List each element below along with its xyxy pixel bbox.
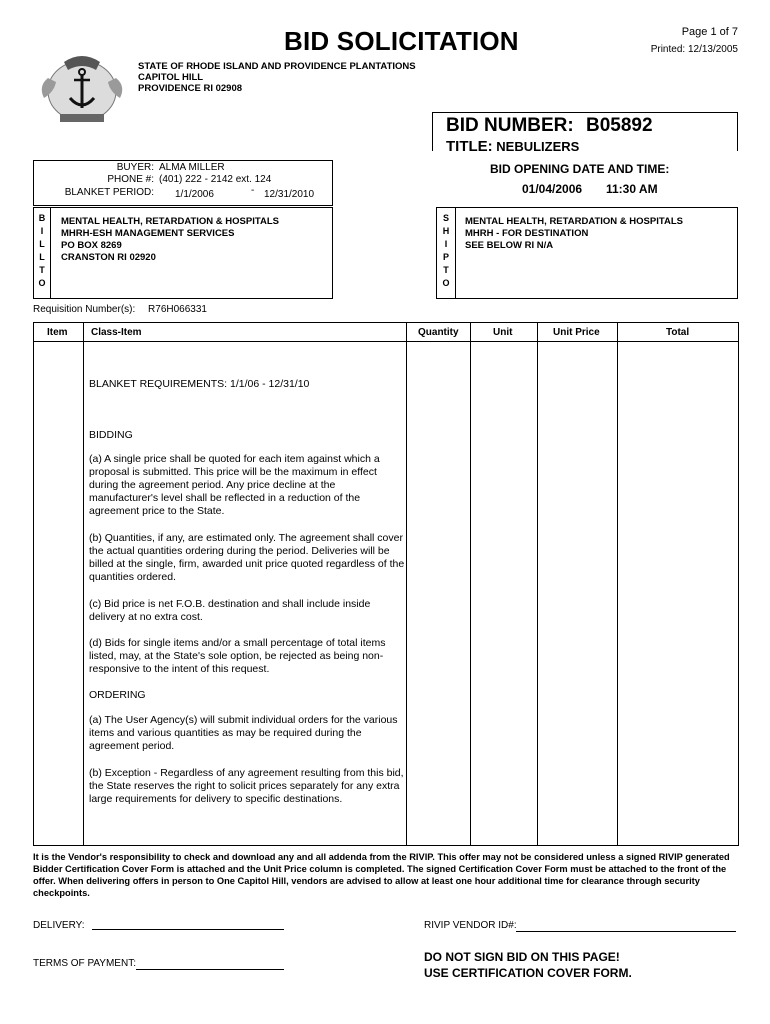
- header-quantity: Quantity: [418, 327, 459, 338]
- terms-of-payment-label: TERMS OF PAYMENT:: [33, 958, 136, 969]
- bid-opening-label: BID OPENING DATE AND TIME:: [490, 162, 670, 176]
- state-address-line-2: CAPITOL HILL: [138, 72, 204, 83]
- bidding-paragraph-c: (c) Bid price is net F.O.B. destination and shall include inside delivery at no extra cost.: [89, 598, 371, 623]
- bid-opening-time: 11:30 AM: [606, 182, 658, 196]
- bidding-paragraph-a: (a) A single price shall be quoted for each item against which a proposal is submitted. This price will be the maximum in effect during the agreement period. Any price decline at the manufacturer's level shall be reflected in a reduction of the agreement price to the State.: [89, 453, 380, 517]
- requisition-number: [33, 304, 207, 315]
- blanket-end: 12/31/2010: [264, 189, 315, 200]
- requisition-label: Requisition Number(s):: [33, 304, 136, 315]
- bid-title-value: NEBULIZERS: [496, 139, 580, 154]
- bid-opening-date: 01/04/2006: [522, 182, 583, 196]
- state-address-line-3: PROVIDENCE RI 02908: [138, 83, 243, 94]
- bid-title: [446, 138, 579, 155]
- blanket-start: 1/1/2006: [175, 189, 214, 200]
- column-divider: [470, 323, 471, 845]
- vendor-id-label: RIVIP VENDOR ID#:: [424, 920, 517, 931]
- document-title: BID SOLICITATION: [284, 26, 519, 56]
- vendor-id-field[interactable]: [516, 931, 736, 932]
- state-seal-icon: [34, 48, 130, 134]
- header-class-item: Class-Item: [91, 327, 142, 338]
- column-divider: [406, 323, 407, 845]
- bill-to-address: MENTAL HEALTH, RETARDATION & HOSPITALS MHRH-ESH MANAGEMENT SERVICES PO BOX 8269 CRANSTON RI 02920: [61, 216, 279, 263]
- bid-number-label: BID NUMBER:: [446, 115, 574, 136]
- header-total: Total: [666, 327, 690, 338]
- ordering-paragraph-a: (a) The User Agency(s) will submit individual orders for the various items and various quantities as may be required during the agreement period.: [89, 714, 398, 752]
- page-count: Page 1 of 7: [681, 26, 738, 38]
- state-address: [138, 61, 416, 94]
- ordering-heading: ORDERING: [89, 689, 146, 701]
- header-unit: Unit: [493, 327, 513, 338]
- printed-date: Printed: 12/13/2005: [650, 44, 738, 55]
- bill-to-side: [34, 208, 51, 298]
- bid-title-label: TITLE:: [446, 138, 493, 155]
- column-divider: [83, 323, 84, 845]
- phone-label: PHONE #:: [107, 174, 154, 185]
- header-item: Item: [47, 327, 68, 338]
- use-cover-form-note: USE CERTIFICATION COVER FORM.: [424, 966, 632, 980]
- terms-of-payment-field[interactable]: [136, 969, 284, 970]
- blanket-requirements-text: BLANKET REQUIREMENTS: 1/1/06 - 12/31/10: [89, 378, 310, 390]
- requisition-value: R76H066331: [148, 304, 207, 315]
- ship-to-box: [436, 207, 738, 299]
- blanket-dash: -: [251, 185, 255, 196]
- ship-to-address: MENTAL HEALTH, RETARDATION & HOSPITALS MHRH - FOR DESTINATION SEE BELOW RI N/A: [465, 216, 683, 251]
- column-divider: [537, 323, 538, 845]
- buyer-name: ALMA MILLER: [159, 162, 225, 173]
- bidding-heading: BIDDING: [89, 429, 133, 441]
- ship-to-side: [437, 208, 456, 298]
- ship-to-vertical-label: S H I P T O: [442, 213, 450, 288]
- buyer-label: BUYER:: [116, 162, 154, 173]
- bidding-paragraph-d: (d) Bids for single items and/or a small percentage of total items listed, may, at the State's sole option, be rejected as being non-responsive to the intent of this request.: [89, 637, 386, 675]
- ordering-paragraph-b: (b) Exception - Regardless of any agreement resulting from this bid, the State reserves the right to solicit prices separately for any extra large requirements for delivery to specific destinations.: [89, 767, 404, 805]
- bidding-paragraph-b: (b) Quantities, if any, are estimated only. The agreement shall cover the actual quantities ordering during the period. Deliveries will be billed at the single, firm, awarded unit price quoted regardless of the quantities ordered.: [89, 532, 405, 583]
- do-not-sign-warning: DO NOT SIGN BID ON THIS PAGE!: [424, 950, 620, 964]
- bill-to-box: [33, 207, 333, 299]
- column-divider: [617, 323, 618, 845]
- delivery-field[interactable]: [92, 929, 284, 930]
- phone-value: (401) 222 - 2142 ext. 124: [159, 174, 272, 185]
- bid-number-value: B05892: [586, 115, 653, 136]
- vendor-notice: It is the Vendor's responsibility to check and download any and all addenda from the RIVIP. This offer may not be considered unless a signed RIVIP generated Bidder Certification Cover Form is attached and the Unit Price column is completed. The signed Certification Cover Form must be attached to the front of the offer. When delivering offers in person to One Capitol Hill, vendors are advised to allow at least one hour additional time for clearance through security checkpoints.: [33, 852, 730, 898]
- delivery-label: DELIVERY:: [33, 920, 85, 931]
- blanket-period-label: BLANKET PERIOD:: [64, 187, 154, 198]
- buyer-box: [33, 160, 333, 206]
- state-address-line-1: STATE OF RHODE ISLAND AND PROVIDENCE PLANTATIONS: [138, 61, 416, 72]
- header-unit-price: Unit Price: [553, 327, 600, 338]
- bill-to-vertical-label: B I L L T O: [38, 213, 46, 288]
